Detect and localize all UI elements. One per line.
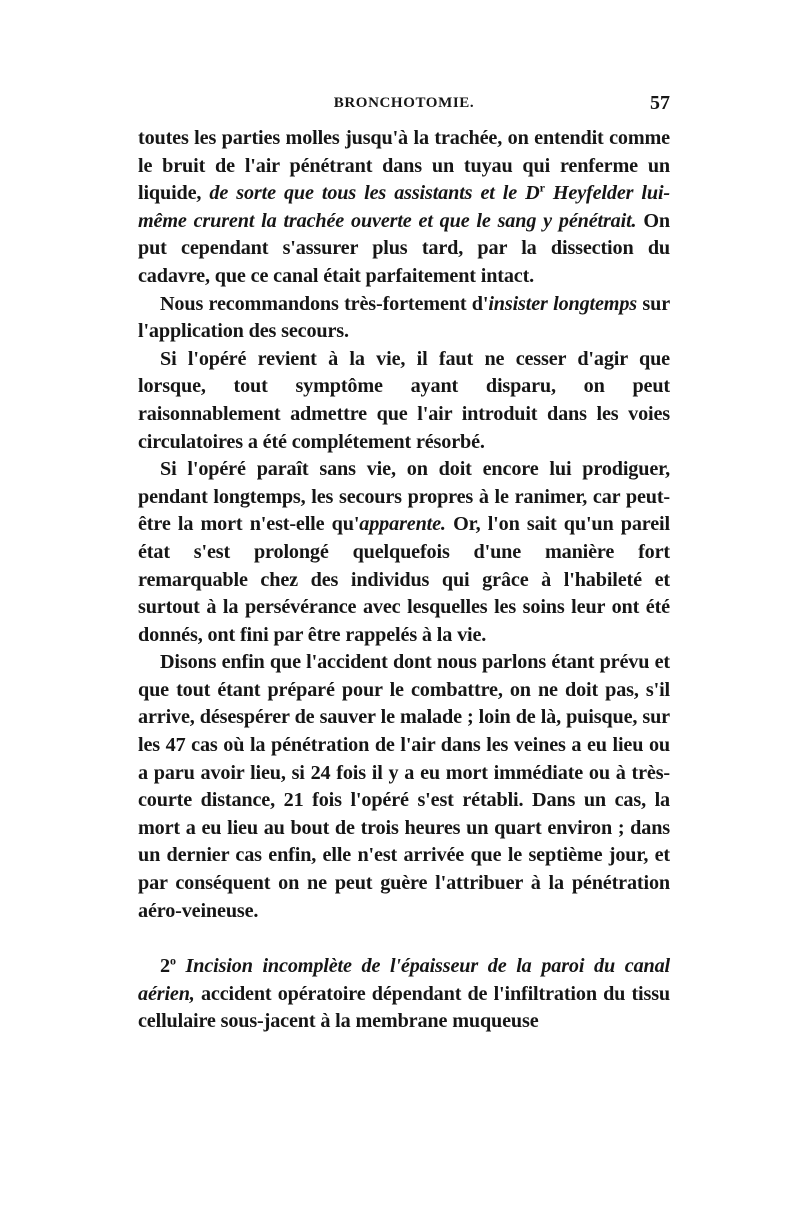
section-heading-paragraph bbox=[138, 953, 670, 1036]
page-number: 57 bbox=[650, 92, 670, 114]
paragraph-5: Disons enfin que l'accident dont nous parlons étant prévu et que tout étant préparé pour le combattre, on ne doit pas, s'il arrive, désespérer de sauver le malade ; loin de là, puisque, sur les 47 cas où la pénétration de l'air dans les veines a eu lieu ou a paru avoir lieu, si 24 fois il y a eu mort immédiate ou à très-courte distance, 21 fois l'opéré s'est rétabli. Dans un cas, la mort a eu lieu au bout de trois heures un quart environ ; dans un dernier cas enfin, elle n'est arrivée que le septième jour, et par conséquent on ne peut guère l'attribuer à la pénétration aéro-veineuse. bbox=[138, 651, 670, 922]
section-number-superscript: o bbox=[169, 953, 176, 968]
paragraph-4 bbox=[138, 456, 670, 649]
section-heading-italic: Incision incomplète de l'épaisseur de la paroi du canal aérien, bbox=[138, 955, 670, 1005]
paragraph-3: Si l'opéré revient à la vie, il faut ne cesser d'agir que lorsque, tout symptôme ayant disparu, on peut raisonnablement admettre que l'air introduit dans les voies circulatoires a été complétement résorbé. bbox=[138, 347, 670, 453]
paragraph-2 bbox=[138, 291, 670, 346]
paragraph-2-text-a: Nous recommandons très-fortement d' bbox=[160, 292, 489, 315]
paragraph-1-italic-b: de sorte que tous les assistants et le D bbox=[209, 182, 540, 205]
paragraph-4-text-a: Si l'opéré paraît sans vie, on doit encore lui prodiguer, pendant longtemps, les secours propres à le ranimer, car peut-être la mort n'est-elle qu' bbox=[138, 458, 670, 536]
paragraph-2-italic-b: insister longtemps bbox=[488, 292, 638, 315]
book-page bbox=[138, 92, 670, 1036]
section-text: accident opératoire dépendant de l'infiltration du tissu cellulaire sous-jacent à la membrane muqueuse bbox=[138, 982, 670, 1033]
paragraph-1-superscript: r bbox=[539, 180, 545, 195]
paragraph-1-italic-c: Heyfelder lui-même crurent la trachée ouverte et que le sang y pénétrait. bbox=[138, 182, 670, 232]
section-number: 2 bbox=[160, 955, 170, 978]
running-head bbox=[138, 92, 670, 125]
paragraph-1 bbox=[138, 125, 670, 291]
paragraph-4-italic-b: apparente. bbox=[359, 513, 446, 536]
paragraph-1-text-a: toutes les parties molles jusqu'à la trachée, on entendit comme le bruit de l'air pénétrant dans un tuyau qui renferme un liquide, bbox=[138, 127, 670, 205]
running-head-title: BRONCHOTOMIE. bbox=[333, 95, 475, 111]
paragraph-1-text-d: On put cependant s'assurer plus tard, par la dissection du cadavre, que ce canal était parfaitement intact. bbox=[138, 209, 670, 287]
body-text bbox=[138, 125, 670, 1036]
paragraph-4-text-c: Or, l'on sait qu'un pareil état s'est prolongé quelquefois d'une manière fort remarquable chez des individus qui grâce à l'habileté et surtout à la persévérance avec lesquelles les soins leur ont été donnés, ont fini par être rappelés à la vie. bbox=[138, 513, 670, 646]
paragraph-2-text-c: sur l'application des secours. bbox=[138, 292, 670, 343]
